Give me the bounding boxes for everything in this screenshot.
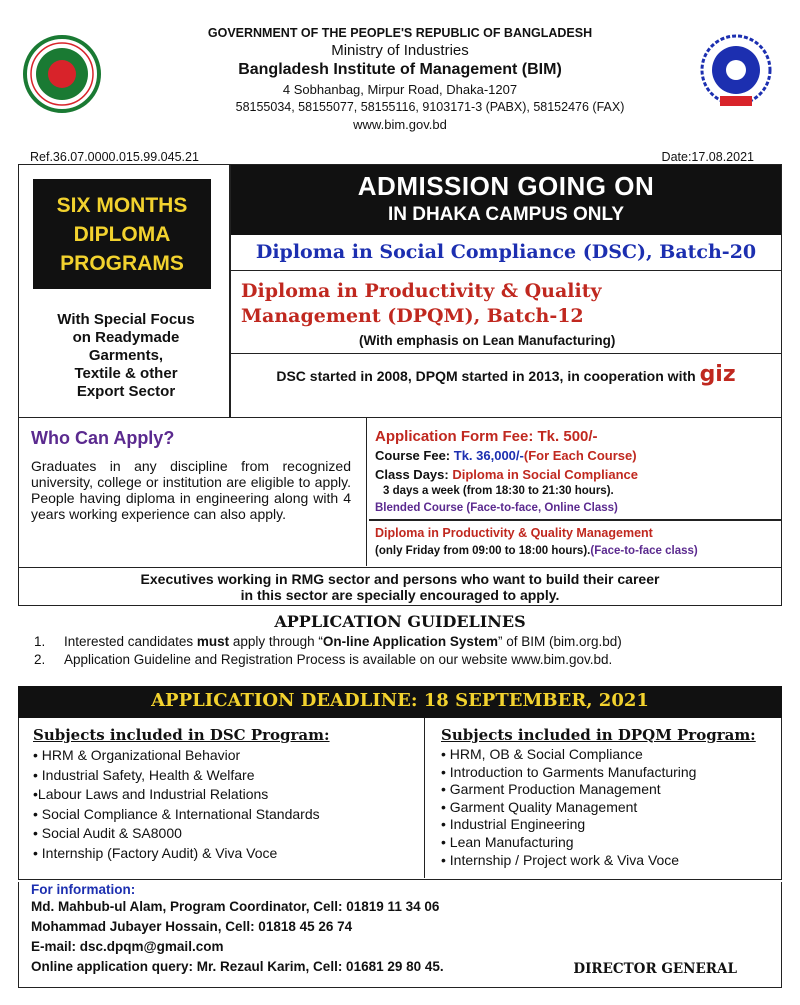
focus-line: Export Sector: [76, 383, 176, 400]
list-item: • Internship (Factory Audit) & Viva Voce: [33, 844, 278, 861]
dpqm-line: Management (DPQM), Batch-12: [241, 305, 584, 327]
ministry-name: Ministry of Industries: [331, 42, 469, 59]
dpqm-line: Diploma in Productivity & Quality: [241, 280, 602, 302]
list-item: • Industrial Safety, Health & Welfare: [33, 766, 255, 783]
course-fee: [375, 448, 637, 463]
list-item: • Social Audit & SA8000: [33, 825, 182, 841]
institute-address: 4 Sobhanbag, Mirpur Road, Dhaka-1207: [282, 82, 518, 97]
executives-note: [18, 568, 782, 606]
course-fee-note: (For Each Course): [523, 448, 637, 463]
header: [18, 18, 782, 148]
banner-line: PROGRAMS: [60, 252, 184, 275]
dpqm-schedule-text: (only Friday from 09:00 to 18:00 hours).: [375, 545, 591, 557]
who-text: Graduates in any discipline from recognized university, college or institution are eligible to apply. People having diploma in engineering along with 4 years working experience can also apply.: [31, 458, 351, 522]
cooperation-line: [231, 353, 781, 417]
guideline-text: apply through “: [229, 634, 323, 649]
list-item: • Introduction to Garments Manufacturing: [441, 763, 697, 780]
class-days-value: Diploma in Social Compliance: [452, 467, 638, 482]
dsc-subjects-title: Subjects included in DSC Program:: [33, 726, 330, 744]
focus-line: on Readymade: [72, 329, 180, 346]
focus-line: Textile & other: [74, 365, 178, 382]
dpqm-subjects: [427, 718, 781, 878]
admission-banner: [231, 165, 781, 235]
application-fee: Application Form Fee: Tk. 500/-: [375, 428, 598, 445]
list-item: • Industrial Engineering: [441, 816, 586, 833]
institute-name: Bangladesh Institute of Management (BIM): [238, 61, 562, 78]
list-item: • Internship / Project work & Viva Voce: [441, 851, 680, 868]
institute-website[interactable]: www.bim.gov.bd: [353, 117, 447, 132]
lean-note: (With emphasis on Lean Manufacturing): [359, 333, 616, 348]
list-item: •Labour Laws and Industrial Relations: [33, 786, 269, 802]
course-fee-value: Tk. 36,000/-: [453, 448, 524, 463]
application-guidelines: [18, 610, 782, 669]
contact-email[interactable]: E-mail: dsc.dpqm@gmail.com: [31, 939, 224, 954]
deadline-banner: APPLICATION DEADLINE: 18 SEPTEMBER, 2021: [18, 686, 782, 718]
exec-line: in this sector are specially encouraged to apply.: [240, 587, 560, 603]
subjects-block: [18, 718, 782, 880]
dpqm-schedule: [375, 545, 698, 557]
divider: [369, 519, 781, 521]
guideline-item: [18, 651, 782, 669]
list-item: • Lean Manufacturing: [441, 833, 574, 850]
admission-subtitle: IN DHAKA CAMPUS ONLY: [387, 204, 625, 225]
dsc-subjects: [19, 718, 425, 878]
special-focus: [33, 311, 219, 401]
dpqm-schedule-title: Diploma in Productivity & Quality Management: [375, 526, 653, 540]
guideline-number: 2.: [34, 652, 46, 667]
guideline-emphasis: On-line Application System: [322, 634, 498, 649]
class-days-label: Class Days:: [375, 467, 453, 482]
guideline-emphasis: must: [196, 634, 230, 649]
government-title: GOVERNMENT OF THE PEOPLE'S REPUBLIC OF BANGLADESH: [207, 26, 593, 40]
list-item: • Social Compliance & International Standards: [33, 805, 320, 822]
info-title: For information:: [31, 882, 136, 897]
guideline-text: ” of BIM (bim.org.bd): [497, 634, 622, 649]
six-months-banner: [33, 179, 211, 289]
course-fee-label: Course Fee:: [375, 448, 454, 463]
notice-date: Date:17.08.2021: [661, 150, 754, 164]
bangladesh-govt-seal-icon: [22, 34, 102, 114]
ref-number: Ref.36.07.0000.015.99.045.21: [30, 150, 199, 164]
admission-title: ADMISSION GOING ON: [357, 171, 655, 201]
institute-phones: 58155034, 58155077, 58155116, 9103171-3 (PABX), 58152476 (FAX): [235, 100, 625, 114]
list-item: • HRM & Organizational Behavior: [33, 747, 241, 763]
list-item: • Garment Quality Management: [441, 798, 638, 815]
guideline-text: Application Guideline and Registration Process is available on our website www.bim.gov.bd.: [64, 652, 613, 667]
guidelines-title: APPLICATION GUIDELINES: [274, 612, 526, 631]
dsc-mode: Blended Course (Face-to-face, Online Class): [375, 502, 618, 514]
dpqm-mode: (Face-to-face class): [590, 545, 698, 557]
dpqm-program-title: [241, 279, 781, 329]
guideline-text: Interested candidates: [64, 634, 197, 649]
contact-line: Mohammad Jubayer Hossain, Cell: 01818 45 26 74: [31, 919, 353, 934]
notice-page: [18, 18, 782, 988]
program-block: [18, 164, 782, 418]
cooperation-text: DSC started in 2008, DPQM started in 2013, in cooperation with: [276, 368, 696, 384]
guideline-number: 1.: [34, 634, 46, 649]
guideline-item: [18, 633, 782, 651]
exec-line: Executives working in RMG sector and persons who want to build their career: [140, 571, 660, 587]
fee-details: [369, 418, 781, 566]
dsc-schedule: 3 days a week (from 18:30 to 21:30 hours).: [383, 485, 614, 497]
eligibility-block: [18, 418, 782, 568]
giz-logo: giz: [699, 362, 736, 387]
signature: DIRECTOR GENERAL: [573, 961, 737, 977]
dsc-program-title: Diploma in Social Compliance (DSC), Batch-20: [231, 237, 781, 271]
who-can-apply: [19, 418, 367, 566]
contact-line: Online application query: Mr. Rezaul Karim, Cell: 01681 29 80 45.: [31, 959, 444, 974]
contact-line: Md. Mahbub-ul Alam, Program Coordinator, Cell: 01819 11 34 06: [31, 899, 440, 914]
dpqm-subjects-title: Subjects included in DPQM Program:: [441, 726, 756, 744]
focus-line: Garments,: [88, 347, 164, 364]
class-days: [375, 467, 638, 482]
who-title: Who Can Apply?: [31, 428, 175, 448]
list-item: • Garment Production Management: [441, 781, 661, 798]
bim-emblem-icon: [696, 32, 776, 112]
focus-line: With Special Focus: [57, 311, 195, 328]
list-item: • HRM, OB & Social Compliance: [441, 746, 643, 762]
banner-line: DIPLOMA: [73, 223, 171, 246]
banner-line: SIX MONTHS: [56, 194, 188, 217]
contact-info: [18, 882, 782, 988]
